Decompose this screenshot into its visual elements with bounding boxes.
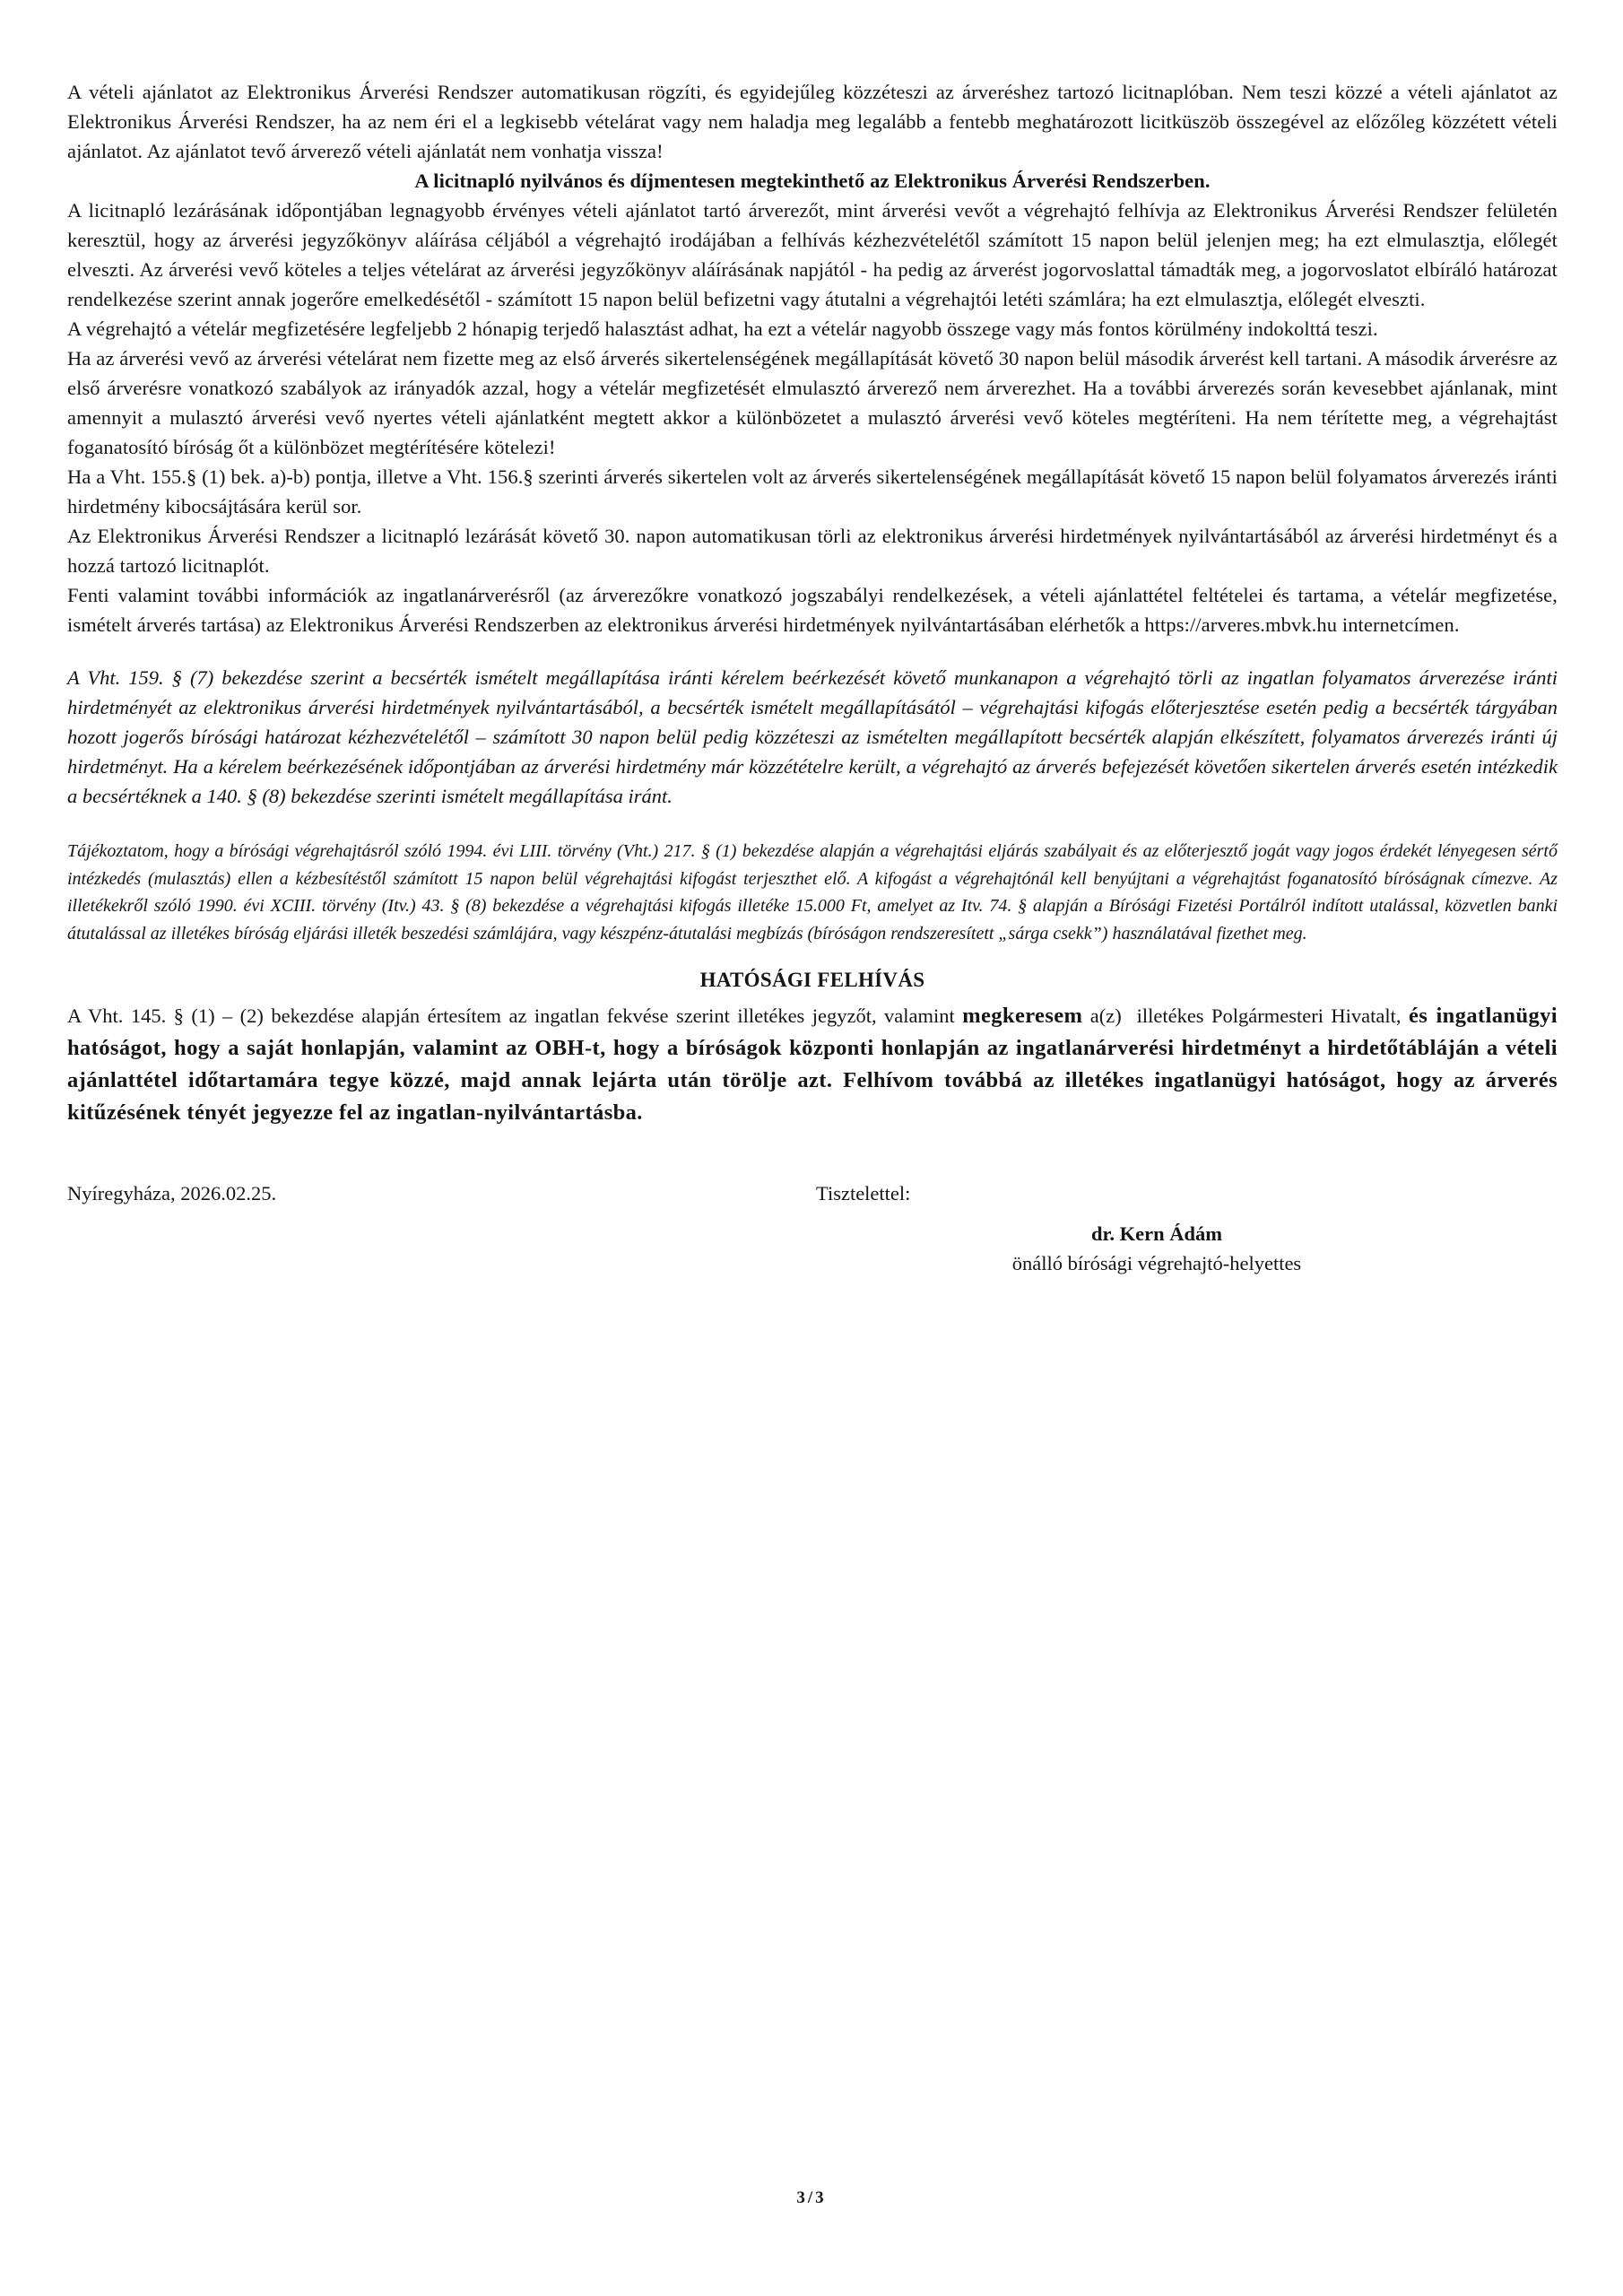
closing-row — [67, 1178, 1558, 1208]
paragraph-auto-deletion: Az Elektronikus Árverési Rendszer a licitnapló lezárását követő 30. napon automatikusan törli az elektronikus árverési hirdetmények nyilvántartásából az árverési hirdetményt és a hozzá tartozó licitnaplót. — [67, 525, 1558, 577]
paragraph-objection-notice: Tájékoztatom, hogy a bírósági végrehajtásról szóló 1994. évi LIII. törvény (Vht.) 217. § (1) bekezdése alapján a végrehajtási eljárás szabályait és az előterjesztő jogát vagy jogos érdekét lényegesen sértő intézkedés (mulasztás) ellen a kézbesítéstől számított 15 napon belül végrehajtási kifogást terjeszthet elő. A kifogást a végrehajtónál kell benyújtani a végrehajtást foganatosító bíróságnak címezve. Az illetékekről szóló 1990. évi XCIII. törvény (Itv.) 43. § (8) bekezdése a végrehajtási kifogás illetéke 15.000 Ft, amelyet az Itv. 74. § alapján a Bírósági Fizetési Portálról indított utalással, közvetlen banki átutalással az illetékes bíróság eljárási illeték beszedési számlájára, vagy készpénz-átutalási megbízás (bíróságon rendszeresített „sárga csekk”) használatával fizethet meg. — [67, 841, 1558, 944]
paragraph-payment-deferral: A végrehajtó a vételár megfizetésére legfeljebb 2 hónapig terjedő halasztást adhat, ha ezt a vételár nagyobb összege vagy más fontos körülmény indokolttá teszi. — [67, 317, 1378, 340]
place-and-date: Nyíregyháza, 2026.02.25. — [67, 1182, 277, 1205]
authority-request-segment-3: a(z) illetékes Polgármesteri Hivatalt, — [1082, 1004, 1409, 1027]
heading-bid-log-public: A licitnapló nyilvános és díjmentesen megtekinthető az Elektronikus Árverési Rendszerben. — [414, 170, 1211, 192]
signer-title: önálló bírósági végrehajtó-helyettes — [1011, 1252, 1302, 1274]
authority-request-segment-4-bold: és ingatlanügyi hatóságot, hogy a saját honlapján, valamint az OBH-t, hogy a bíróságok központi honlapján az ingatlanárverési hirdetményt a hirdetőtábláján a vételi ajánlattétel időtartamára tegye közzé, majd annak lejárta után törölje azt. Felhívom továbbá az illetékes ingatlanügyi hatóságot, hogy az árverés kitűzésének tényét jegyezze fel az ingatlan-nyilvántartásba. — [67, 1004, 1558, 1125]
paragraph-bid-recording: A vételi ajánlatot az Elektronikus Árverési Rendszer automatikusan rögzíti, és egyidejűleg közzéteszi az árveréshez tartozó licitnaplóban. Nem teszi közzé a vételi ajánlatot az Elektronikus Árverési Rendszer, ha az nem éri el a legkisebb vételárat vagy nem haladja meg legalább a fentebb meghatározott licitküszöb összegével az előzőleg közzétett vételi ajánlatot. Az ajánlatot tevő árverező vételi ajánlatát nem vonhatja vissza! — [67, 81, 1558, 162]
signature-block — [906, 1219, 1408, 1278]
paragraph-further-information: Fenti valamint további információk az ingatlanárverésről (az árverezőkre vonatkozó jogszabályi rendelkezések, a vételi ajánlattétel feltételei és tartama, a vételár megfizetése, ismételt árverés tartása) az Elektronikus Árverési Rendszerben az elektronikus árverési hirdetmények nyilvántartásában elérhetők a https://arveres.mbvk.hu internetcímen. — [67, 584, 1558, 636]
paragraph-vht-159: A Vht. 159. § (7) bekezdése szerint a becsérték ismételt megállapítása iránti kérelem beérkezését követő munkanapon a végrehajtó törli az ingatlan folyamatos árverezése iránti hirdetményét az elektronikus árverési hirdetmények nyilvántartásából, a becsérték ismételt megállapításától – végrehajtási kifogás előterjesztése esetén pedig a becsérték tárgyában hozott jogerős bírósági határozat kézhezvételétől – számított 30 napon belül pedig közzéteszi az ismételten megállapított becsérték alapján elkészített, folyamatos árverezés iránti új hirdetményt. Ha a kérelem beérkezésének időpontjában az árverési hirdetmény már közzétételre került, a végrehajtó az árverés befejezését követően sikertelen árverés esetén intézkedik a becsértéknek a 140. § (8) bekezdése szerinti ismételt megállapítása iránt. — [67, 666, 1558, 807]
page-number: 3/3 — [796, 2188, 827, 2207]
signer-name: dr. Kern Ádám — [1090, 1222, 1223, 1245]
authority-request-segment-1: A Vht. 145. § (1) – (2) bekezdése alapján értesítem az ingatlan fekvése szerint illetékes jegyzőt, valamint — [67, 1004, 963, 1027]
paragraph-winning-bidder-obligations: A licitnapló lezárásának időpontjában legnagyobb érvényes vételi ajánlatot tartó árverezőt, mint árverési vevőt a végrehajtó felhívja az Elektronikus Árverési Rendszer felületén keresztül, hogy az árverési jegyzőkönyv aláírása céljából a végrehajtó irodájában a felhívás kézhezvételétől számított 15 napon belül jelenjen meg; ha ezt elmulasztja, előlegét elveszti. Az árverési vevő köteles a teljes vételárat az árverési jegyzőkönyv aláírásának napjától - ha pedig az árverést jogorvoslattal támadták meg, a jogorvoslatot elbíráló határozat rendelkezése szerint annak jogerőre emelkedésétől - számított 15 napon belül befizetni vagy átutalni a végrehajtói letéti számlára; ha ezt elmulasztja, előlegét elveszti. — [67, 199, 1558, 310]
paragraph-authority-request — [67, 1000, 1558, 1129]
paragraph-unsuccessful-auction: Ha a Vht. 155.§ (1) bek. a)-b) pontja, illetve a Vht. 156.§ szerinti árverés sikertelen volt az árverés sikertelenségének megállapítását követő 15 napon belül folyamatos árverezés iránti hirdetmény kibocsájtására kerül sor. — [67, 465, 1558, 517]
heading-official-notice: HATÓSÁGI FELHÍVÁS — [699, 969, 925, 991]
salutation: Tisztelettel: — [816, 1182, 911, 1205]
authority-request-segment-2-bold: megkeresem — [962, 1004, 1083, 1028]
paragraph-second-auction: Ha az árverési vevő az árverési vételárat nem fizette meg az első árverés sikertelenségének megállapítását követő 30 napon belül második árverést kell tartani. A második árverésre az első árverésre vonatkozó szabályok az irányadók azzal, hogy a vételár megfizetését elmulasztó árverező nem árverezhet. Ha a további árverezés során kevesebbet ajánlanak, mint amennyit a mulasztó árverési vevő nyertes vételi ajánlatként megtett akkor a különbözetet a mulasztó árverési vevő köteles megtéríteni. Ha nem térítette meg, a végrehajtást foganatosító bíróság őt a különbözet megtérítésére kötelezi! — [67, 347, 1558, 458]
